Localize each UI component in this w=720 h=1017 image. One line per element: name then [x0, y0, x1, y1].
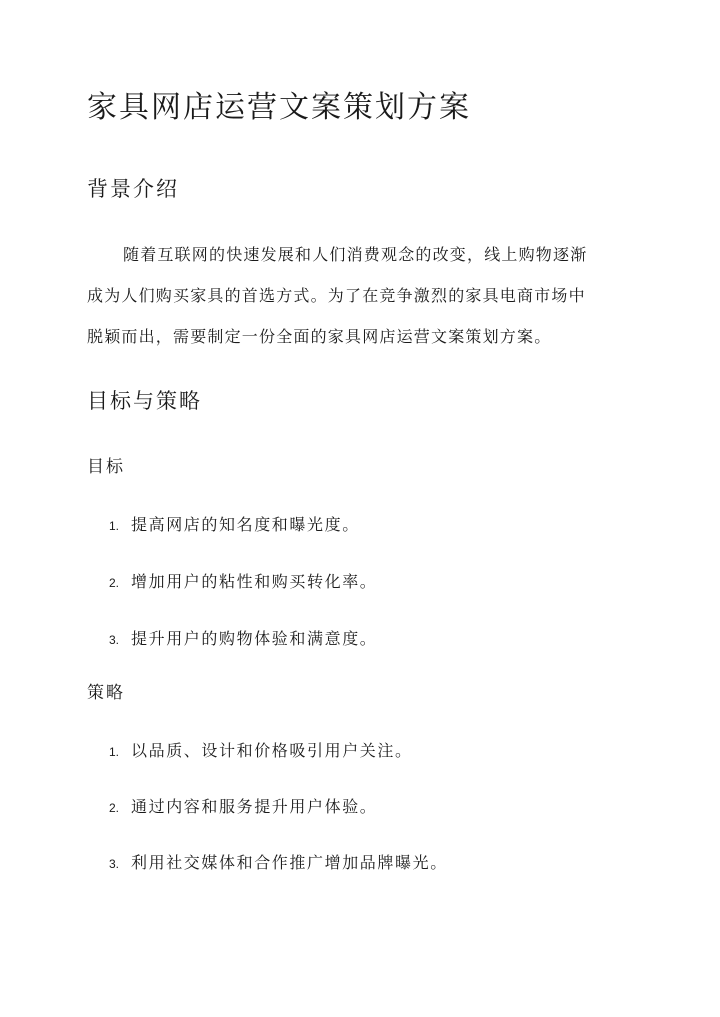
list-item-text: 利用社交媒体和合作推广增加品牌曝光。 — [131, 853, 448, 872]
list-item-text: 增加用户的粘性和购买转化率。 — [131, 572, 378, 591]
strategy-subheading: 策略 — [87, 683, 125, 703]
background-paragraph — [87, 234, 647, 357]
list-item-number: 1. — [109, 745, 120, 759]
list-item-number: 3. — [109, 633, 120, 647]
list-item-text: 通过内容和服务提升用户体验。 — [131, 797, 378, 816]
list-item-text: 以品质、设计和价格吸引用户关注。 — [131, 741, 413, 760]
list-item-number: 1. — [109, 519, 120, 533]
paragraph-line: 脱颖而出，需要制定一份全面的家具网店运营文案策划方案。 — [87, 327, 552, 346]
list-item-number: 2. — [109, 576, 120, 590]
background-heading: 背景介绍 — [87, 177, 179, 201]
paragraph-line: 成为人们购买家具的首选方式。为了在竞争激烈的家具电商市场中 — [87, 286, 586, 305]
list-item-text: 提高网店的知名度和曝光度。 — [131, 515, 360, 534]
paragraph-line: 随着互联网的快速发展和人们消费观念的改变，线上购物逐渐 — [123, 245, 588, 264]
list-item-number: 3. — [109, 857, 120, 871]
list-item-number: 2. — [109, 801, 120, 815]
goals-subheading: 目标 — [87, 457, 125, 477]
goals-strategy-heading: 目标与策略 — [87, 389, 202, 413]
document-title: 家具网店运营文案策划方案 — [87, 90, 471, 125]
list-item-text: 提升用户的购物体验和满意度。 — [131, 629, 378, 648]
